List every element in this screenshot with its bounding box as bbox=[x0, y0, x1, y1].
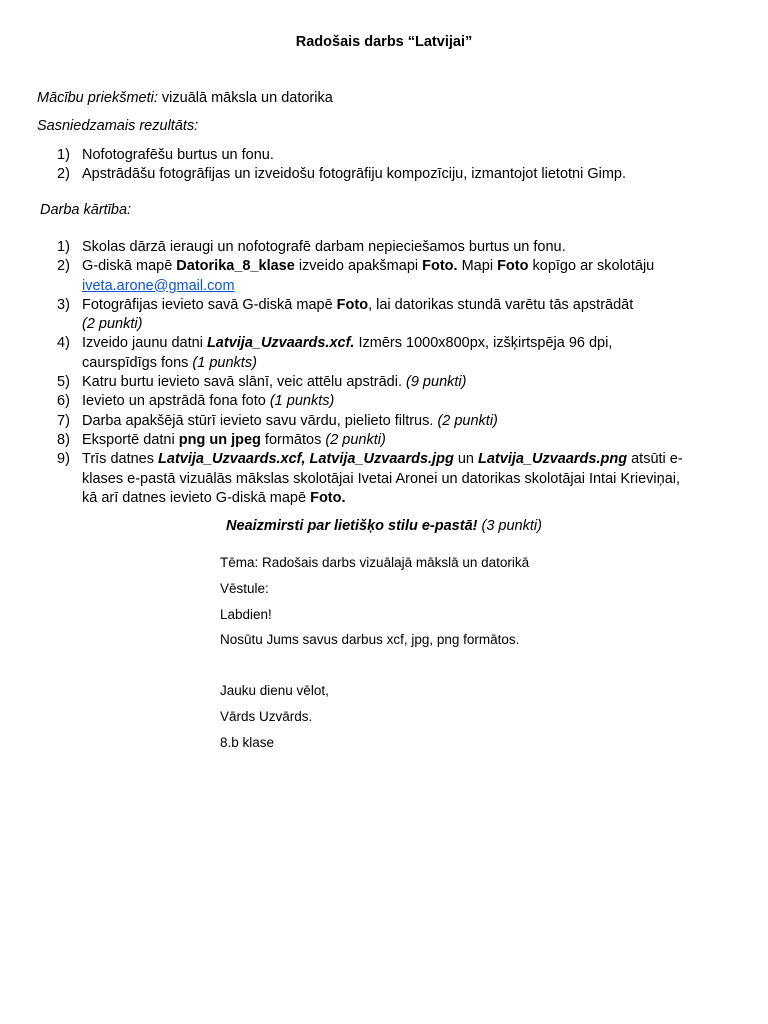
letter-body: Nosūtu Jums savus darbus xcf, jpg, png formātos. bbox=[220, 632, 520, 648]
item-text: klases e-pastā vizuālās mākslas skolotājai Ivetai Aronei un datorikas skolotājai Intai Krieviņai, bbox=[82, 470, 681, 487]
folder-name: Foto. bbox=[310, 489, 346, 506]
subjects-label: Mācību priekšmeti: bbox=[37, 90, 158, 106]
file-formats: png un jpeg bbox=[178, 431, 261, 448]
procedure-steps bbox=[37, 238, 683, 508]
email-style-reminder bbox=[0, 518, 768, 534]
list-item bbox=[37, 373, 683, 392]
document-title: Radošais darbs “Latvijai” bbox=[295, 34, 473, 50]
folder-name: Foto. bbox=[422, 258, 458, 275]
item-number: 2) bbox=[57, 166, 70, 183]
item-text: Eksportē datni bbox=[82, 431, 179, 448]
item-text: G-diskā mapē bbox=[82, 258, 177, 275]
points-label: (3 punkti) bbox=[477, 518, 542, 534]
item-text: Izveido jaunu datni bbox=[82, 335, 207, 352]
item-text: caurspīdīgs fons bbox=[82, 354, 193, 371]
item-text: , lai datorikas stundā varētu tās apstrādāt bbox=[368, 296, 634, 313]
item-text: formātos bbox=[260, 431, 326, 448]
item-number: 9) bbox=[57, 451, 70, 468]
letter-closing: Jauku dienu vēlot, bbox=[220, 683, 329, 699]
folder-name: Foto bbox=[336, 296, 369, 313]
points-label: (2 punkti) bbox=[82, 316, 143, 333]
points-label: (9 punkti) bbox=[406, 374, 467, 391]
list-item bbox=[37, 257, 683, 296]
subjects-value-2: un datorika bbox=[261, 90, 333, 106]
item-text: Katru burtu ievieto savā slānī, veic attēlu apstrādi. bbox=[82, 374, 407, 391]
list-item bbox=[37, 392, 683, 411]
item-number: 1) bbox=[57, 239, 70, 255]
points-label: (1 punkts) bbox=[269, 393, 335, 410]
item-text: atsūti e- bbox=[627, 451, 683, 468]
list-item bbox=[37, 450, 683, 508]
file-name: Latvija_Uzvaards.xcf, Latvija_Uzvaards.jpg bbox=[158, 451, 454, 468]
item-number: 3) bbox=[57, 296, 70, 313]
folder-name: Foto bbox=[497, 258, 529, 275]
letter-name: Vārds Uzvārds. bbox=[220, 708, 313, 724]
item-text: Nofotografēšu burtus un fonu. bbox=[82, 147, 274, 163]
item-text: Ievieto un apstrādā fona foto bbox=[82, 393, 270, 410]
item-text: Izmērs 1000x800px, izšķirtspēja 96 dpi, bbox=[354, 335, 613, 352]
item-text: izmantojot lietotni Gimp. bbox=[471, 166, 627, 183]
item-text: kā arī datnes ievieto G-diskā mapē bbox=[82, 489, 311, 506]
item-text: Darba apakšējā stūrī ievieto savu vārdu, pielieto filtrus. bbox=[82, 412, 438, 429]
teacher-email-link[interactable]: iveta.arone@gmail.com bbox=[82, 277, 235, 294]
letter-label: Vēstule: bbox=[220, 580, 269, 596]
item-text: Trīs datnes bbox=[82, 451, 159, 468]
list-item bbox=[37, 146, 626, 165]
item-number: 2) bbox=[57, 258, 70, 275]
list-item bbox=[37, 296, 683, 335]
item-number: 4) bbox=[57, 335, 70, 352]
results-label: Sasniedzamais rezultāts: bbox=[37, 118, 199, 134]
sample-letter bbox=[220, 550, 529, 756]
list-item bbox=[37, 431, 683, 450]
item-number: 1) bbox=[57, 147, 70, 163]
list-item bbox=[37, 412, 683, 431]
item-text: kopīgo ar skolotāju bbox=[528, 258, 655, 275]
letter-class: 8.b klase bbox=[220, 734, 275, 750]
results-list bbox=[37, 146, 626, 185]
item-number: 6) bbox=[57, 393, 70, 410]
letter-greeting: Labdien! bbox=[220, 606, 272, 622]
procedure-label: Darba kārtība: bbox=[40, 202, 132, 218]
item-text: Skolas dārzā ieraugi un nofotografē darbam nepieciešamos burtus un fonu. bbox=[82, 239, 566, 255]
list-item bbox=[37, 334, 683, 373]
subjects-value-1: vizuālā māksla bbox=[157, 90, 262, 106]
item-text: Mapi bbox=[457, 258, 498, 275]
item-text: un bbox=[453, 451, 478, 468]
points-label: (1 punkts) bbox=[192, 354, 257, 371]
file-name: Latvija_Uzvaards.png bbox=[478, 451, 628, 468]
points-label: (2 punkti) bbox=[437, 412, 498, 429]
item-text: Fotogrāfijas ievieto savā G-diskā mapē bbox=[82, 296, 337, 313]
folder-name: Datorika_8_klase bbox=[176, 258, 295, 275]
letter-topic: Tēma: Radošais darbs vizuālajā mākslā un datorikā bbox=[220, 555, 530, 570]
points-label: (2 punkti) bbox=[325, 431, 386, 448]
item-text: izveido apakšmapi bbox=[294, 258, 423, 275]
reminder-text: Neaizmirsti par lietišķo stilu e-pastā! bbox=[226, 518, 478, 534]
item-text: Apstrādāšu fotogrāfijas un izveidošu fotogrāfiju kompozīciju, bbox=[82, 166, 472, 183]
list-item bbox=[37, 165, 626, 184]
subjects-line bbox=[37, 90, 333, 106]
item-number: 8) bbox=[57, 431, 70, 448]
item-number: 5) bbox=[57, 374, 70, 391]
file-name: Latvija_Uzvaards.xcf. bbox=[206, 335, 355, 352]
item-number: 7) bbox=[57, 412, 70, 429]
list-item bbox=[37, 238, 683, 257]
